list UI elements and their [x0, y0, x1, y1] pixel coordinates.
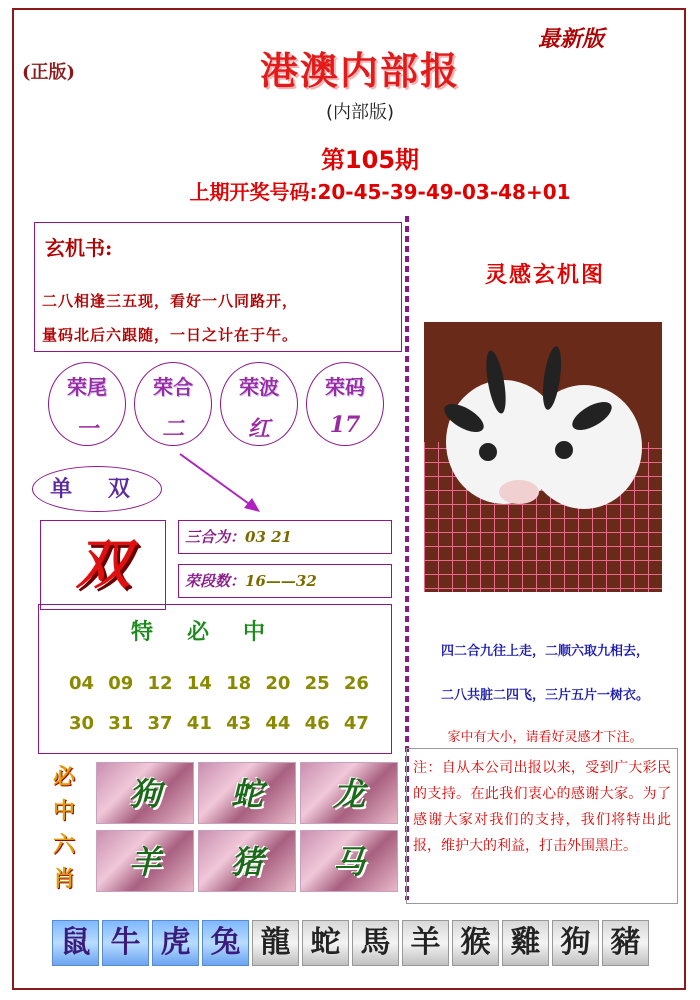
sanhe-box [178, 520, 392, 554]
must-win-box [38, 604, 392, 754]
last-draw-numbers: 20-45-39-49-03-48+01 [317, 180, 571, 204]
zodiac-bar [52, 920, 652, 968]
tip-value: 二 [161, 416, 184, 442]
number: 47 [343, 713, 369, 734]
notice-line: 家中有大小，请看好灵感才下注。 [447, 730, 643, 745]
zodiac-tile-label: 蛇 [230, 775, 263, 813]
last-draw-label: 上期开奖号码: [189, 180, 318, 204]
zodiac-snake: 蛇 [302, 920, 349, 966]
edition-left-label: (正版) [22, 62, 76, 83]
zodiac-dragon: 龍 [252, 920, 299, 966]
sanhe-value: 03 21 [245, 528, 292, 546]
tip-value: 红 [247, 416, 270, 442]
zodiac-tile-label: 马 [332, 843, 365, 881]
zodiac-goat: 羊 [402, 920, 449, 966]
zodiac-tile-label: 龙 [332, 775, 365, 813]
number: 30 [69, 713, 95, 734]
tip-oval-sum [134, 362, 212, 446]
zodiac-horse: 馬 [352, 920, 399, 966]
zodiac-tile [300, 830, 398, 892]
tip-oval-wave [220, 362, 298, 446]
number: 18 [226, 673, 252, 694]
xuanji-line-2: 量码北后六跟随，一日之计在于午。 [42, 326, 299, 344]
zodiac-dog: 狗 [552, 920, 599, 966]
range-box [178, 564, 392, 598]
zodiac-tile [198, 830, 296, 892]
tip-oval-code [306, 362, 384, 446]
range-label: 荣段数： [185, 572, 246, 590]
page-subtitle: (内部版) [325, 102, 395, 123]
tip-label: 荣波 [239, 375, 279, 399]
zodiac-tile-label: 狗 [128, 775, 161, 813]
zodiac-tile [198, 762, 296, 824]
odd-even-oval: 单 双 [32, 466, 162, 512]
tip-label: 荣合 [153, 375, 193, 399]
poem-line-1: 四二合九往上走，二顺六取九相去， [440, 644, 649, 659]
must-win-title: 特必中 [130, 619, 299, 645]
zodiac-rooster: 雞 [502, 920, 549, 966]
page-title: 港澳内部报 [259, 48, 460, 93]
xuanji-title: 玄机书: [45, 236, 113, 260]
number: 41 [186, 713, 212, 734]
number: 12 [147, 673, 173, 694]
rabbit-photo [424, 322, 662, 592]
number: 43 [226, 713, 252, 734]
six-zodiac-char: 肖 [52, 866, 75, 892]
big-even-char: 双 [40, 520, 166, 610]
number: 20 [265, 673, 291, 694]
must-win-row-2 [69, 713, 369, 734]
zodiac-tile-label: 猪 [230, 843, 263, 881]
tip-value: 17 [329, 412, 361, 438]
number: 14 [186, 673, 212, 694]
sanhe-label: 三合为： [185, 528, 246, 546]
number: 46 [304, 713, 330, 734]
zodiac-tile [96, 762, 194, 824]
zodiac-rabbit: 兔 [202, 920, 249, 966]
xuanji-line-1: 二八相逢三五现，看好一八同路开， [42, 292, 299, 310]
tip-label: 荣尾 [67, 375, 107, 399]
inspiration-title: 灵感玄机图 [484, 262, 605, 288]
zodiac-tile-label: 羊 [128, 843, 161, 881]
note-box [406, 748, 678, 904]
tip-oval-tail [48, 362, 126, 446]
must-win-row-1 [69, 673, 369, 694]
poem-line-2: 二八共脏二四飞，三片五片一树衣。 [440, 688, 649, 703]
zodiac-rat: 鼠 [52, 920, 99, 966]
range-value: 16——32 [245, 572, 317, 590]
zodiac-pig: 豬 [602, 920, 649, 966]
number: 04 [69, 673, 95, 694]
zodiac-tile [300, 762, 398, 824]
zodiac-tile [96, 830, 194, 892]
number: 37 [147, 713, 173, 734]
zodiac-tiger: 虎 [152, 920, 199, 966]
six-zodiac-label [50, 760, 78, 896]
zodiac-ox: 牛 [102, 920, 149, 966]
number: 26 [343, 673, 369, 694]
tip-label: 荣码 [325, 375, 365, 399]
issue-number: 第105期 [320, 146, 420, 174]
last-draw [150, 176, 610, 205]
number: 25 [304, 673, 330, 694]
number: 09 [108, 673, 134, 694]
six-zodiac-char: 六 [52, 832, 75, 858]
zodiac-monkey: 猴 [452, 920, 499, 966]
six-zodiac-char: 必 [52, 764, 75, 790]
number: 31 [108, 713, 134, 734]
note-text: 注：自从本公司出报以来，受到广大彩民的支持。在此我们衷心的感谢大家。为了感谢大家对我们的支持，我们将特出此报，维护大的利益，打击外围黑庄。 [413, 760, 671, 854]
edition-right-label: 最新版 [538, 26, 605, 52]
rabbit-image [424, 322, 662, 592]
six-zodiac-char: 中 [52, 798, 75, 824]
number: 44 [265, 713, 291, 734]
tip-value: 一 [75, 416, 98, 442]
arrow-icon [170, 440, 270, 520]
